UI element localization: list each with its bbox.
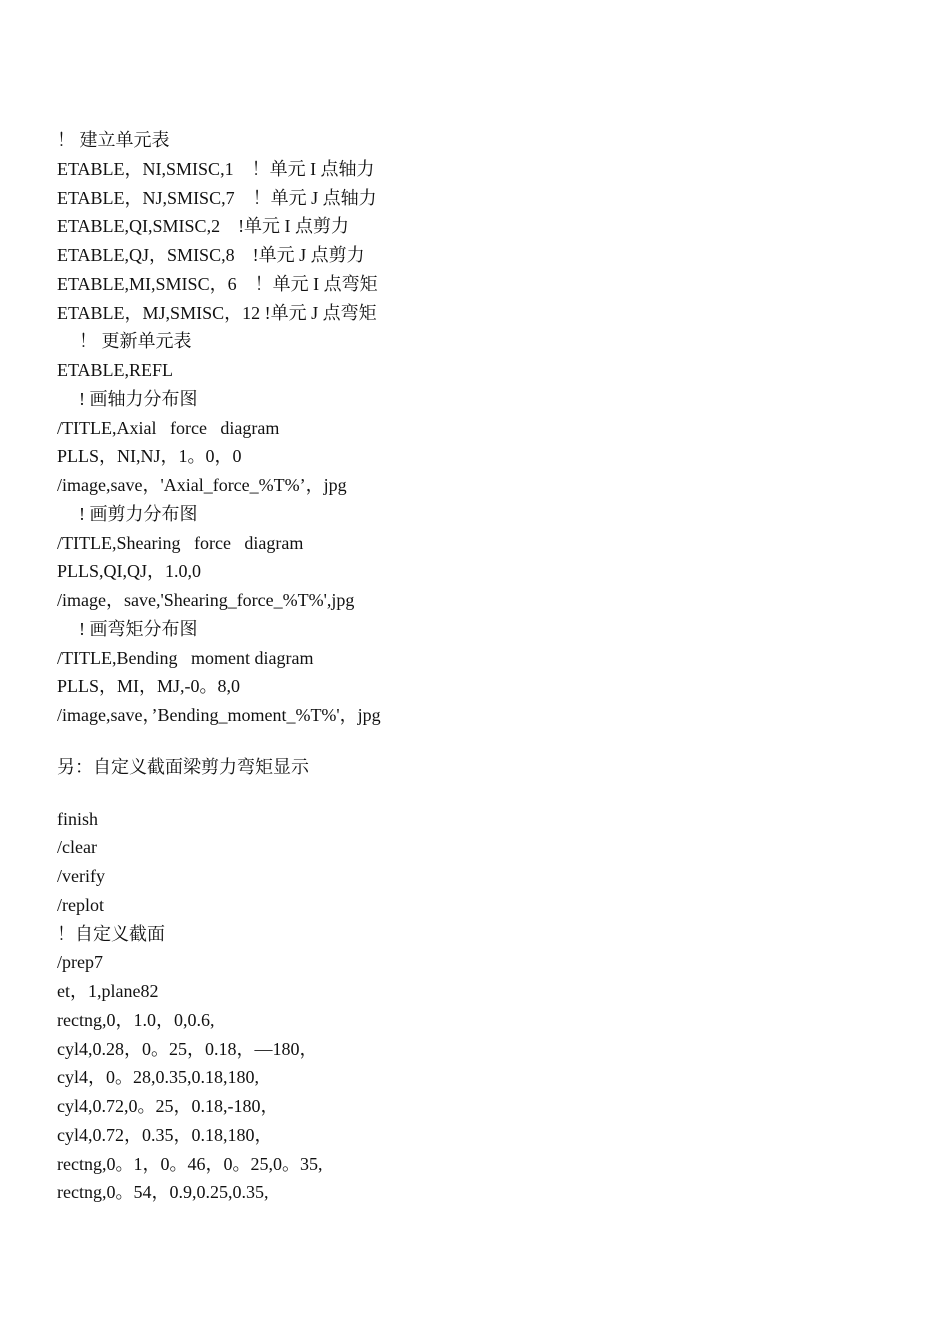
code-block-prep7: [57, 805, 917, 1208]
code-line: PLLS，MI，MJ,-0。8,0: [57, 676, 241, 697]
comment-line: ！ 建立单元表: [57, 130, 170, 150]
code-line: /TITLE,Axial force diagram: [57, 417, 280, 438]
code-line: ETABLE，NI,SMISC,1 ！单元 I 点轴力: [57, 158, 375, 179]
code-line: cyl4,0.28，0。25，0.18，—180，: [57, 1038, 318, 1059]
code-line: ETABLE，MJ,SMISC，12 !单元 J 点弯矩: [57, 302, 377, 323]
code-line: /verify: [57, 866, 105, 886]
code-line: /image,save，’Bending_moment_%T%'，jpg: [57, 705, 381, 725]
code-line: rectng,0，1.0，0,0.6,: [57, 1009, 215, 1030]
code-line: /clear: [57, 837, 97, 858]
code-line: ETABLE,REFL: [57, 360, 174, 380]
code-line: cyl4,0.72,0。25，0.18,-180，: [57, 1096, 279, 1116]
comment-line: ！ 更新单元表: [79, 331, 192, 352]
section-note: 另：自定义截面梁剪力弯矩显示: [57, 756, 309, 777]
document-page: [57, 126, 917, 1207]
code-line: ETABLE,QI,SMISC,2 !单元 I 点剪力: [57, 216, 350, 237]
code-line: ETABLE，NJ,SMISC,7 ！单元 J 点轴力: [57, 187, 377, 208]
comment-line: ! 画剪力分布图: [79, 503, 198, 524]
code-line: ETABLE,QJ，SMISC,8 !单元 J 点剪力: [57, 245, 365, 265]
code-line: /prep7: [57, 952, 103, 973]
code-line: et，1,plane82: [57, 981, 159, 1001]
code-line: cyl4,0.72，0.35，0.18,180，: [57, 1124, 273, 1145]
code-line: PLLS,QI,QJ，1.0,0: [57, 561, 202, 582]
code-line: ETABLE,MI,SMISC，6 ！单元 I 点弯矩: [57, 273, 378, 294]
code-block-etable: [57, 126, 917, 730]
code-line: cyl4，0。28,0.35,0.18,180,: [57, 1067, 259, 1088]
code-line: rectng,0。54，0.9,0.25,0.35,: [57, 1182, 269, 1203]
code-line: finish: [57, 808, 99, 829]
comment-line: ！自定义截面: [57, 923, 165, 944]
code-line: rectng,0。1，0。46，0。25,0。35,: [57, 1153, 323, 1174]
code-line: /TITLE,Bending moment diagram: [57, 647, 314, 668]
comment-line: ! 画轴力分布图: [79, 388, 198, 409]
code-line: /replot: [57, 894, 104, 915]
code-line: /image,save，'Axial_force_%T%’，jpg: [57, 475, 347, 495]
comment-line: ! 画弯矩分布图: [79, 618, 198, 639]
code-line: /image，save,'Shearing_force_%T%',jpg: [57, 590, 355, 610]
code-line: PLLS，NI,NJ，1。0，0: [57, 446, 242, 467]
code-line: /TITLE,Shearing force diagram: [57, 532, 304, 553]
